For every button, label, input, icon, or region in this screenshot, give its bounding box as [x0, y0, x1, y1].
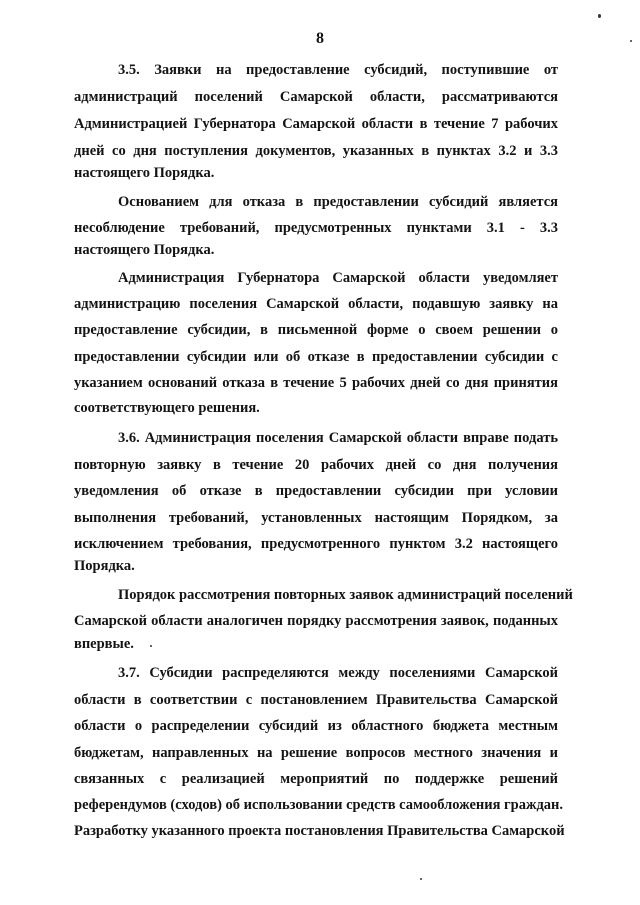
text-line: Порядок рассмотрения повторных заявок администраций поселений — [118, 587, 573, 603]
text-line: впервые. — [74, 636, 134, 652]
page-number: 8 — [316, 30, 324, 47]
scan-speck — [598, 14, 601, 18]
text-line: указанием оснований отказа в течение 5 рабочих дней со дня принятия — [74, 375, 558, 391]
text-line: повторную заявку в течение 20 рабочих дней со дня получения — [74, 457, 558, 473]
text-line: Администрацией Губернатора Самарской области в течение 7 рабочих — [74, 116, 558, 132]
text-line: 3.5. Заявки на предоставление субсидий, поступившие от — [118, 62, 558, 78]
text-line: администраций поселений Самарской области, рассматриваются — [74, 89, 558, 105]
text-line: соответствующего решения. — [74, 400, 260, 416]
text-line: настоящего Порядка. — [74, 242, 215, 258]
text-line: несоблюдение требований, предусмотренных пунктами 3.1 - 3.3 — [74, 220, 558, 236]
text-line: дней со дня поступления документов, указанных в пунктах 3.2 и 3.3 — [74, 143, 558, 159]
text-line: предоставлении субсидии или об отказе в предоставлении субсидии с — [74, 349, 558, 365]
scan-speck — [630, 40, 632, 42]
scan-speck — [150, 645, 152, 647]
text-line: настоящего Порядка. — [74, 165, 215, 181]
text-line: Разработку указанного проекта постановления Правительства Самарской — [74, 823, 565, 839]
text-line: Самарской области аналогичен порядку рассмотрения заявок, поданных — [74, 613, 558, 629]
text-line: 3.7. Субсидии распределяются между поселениями Самарской — [118, 665, 558, 681]
text-line: исключением требования, предусмотренного пунктом 3.2 настоящего — [74, 536, 558, 552]
text-line: администрацию поселения Самарской области, подавшую заявку на — [74, 296, 558, 312]
text-line: Порядка. — [74, 558, 135, 574]
text-line: Основанием для отказа в предоставлении субсидий является — [118, 194, 558, 210]
text-line: связанных с реализацией мероприятий по поддержке решений — [74, 771, 558, 787]
text-line: уведомления об отказе в предоставлении субсидии при условии — [74, 483, 558, 499]
text-line: 3.6. Администрация поселения Самарской области вправе подать — [118, 430, 558, 446]
text-line: предоставление субсидии, в письменной форме о своем решении о — [74, 322, 558, 338]
text-line: выполнения требований, установленных настоящим Порядком, за — [74, 510, 558, 526]
text-line: Администрация Губернатора Самарской области уведомляет — [118, 270, 558, 286]
text-line: области в соответствии с постановлением Правительства Самарской — [74, 692, 558, 708]
text-line: области о распределении субсидий из областного бюджета местным — [74, 718, 558, 734]
text-line: референдумов (сходов) об использовании средств самообложения граждан. — [74, 797, 564, 813]
text-line: бюджетам, направленных на решение вопросов местного значения и — [74, 745, 558, 761]
scan-speck — [420, 878, 422, 880]
